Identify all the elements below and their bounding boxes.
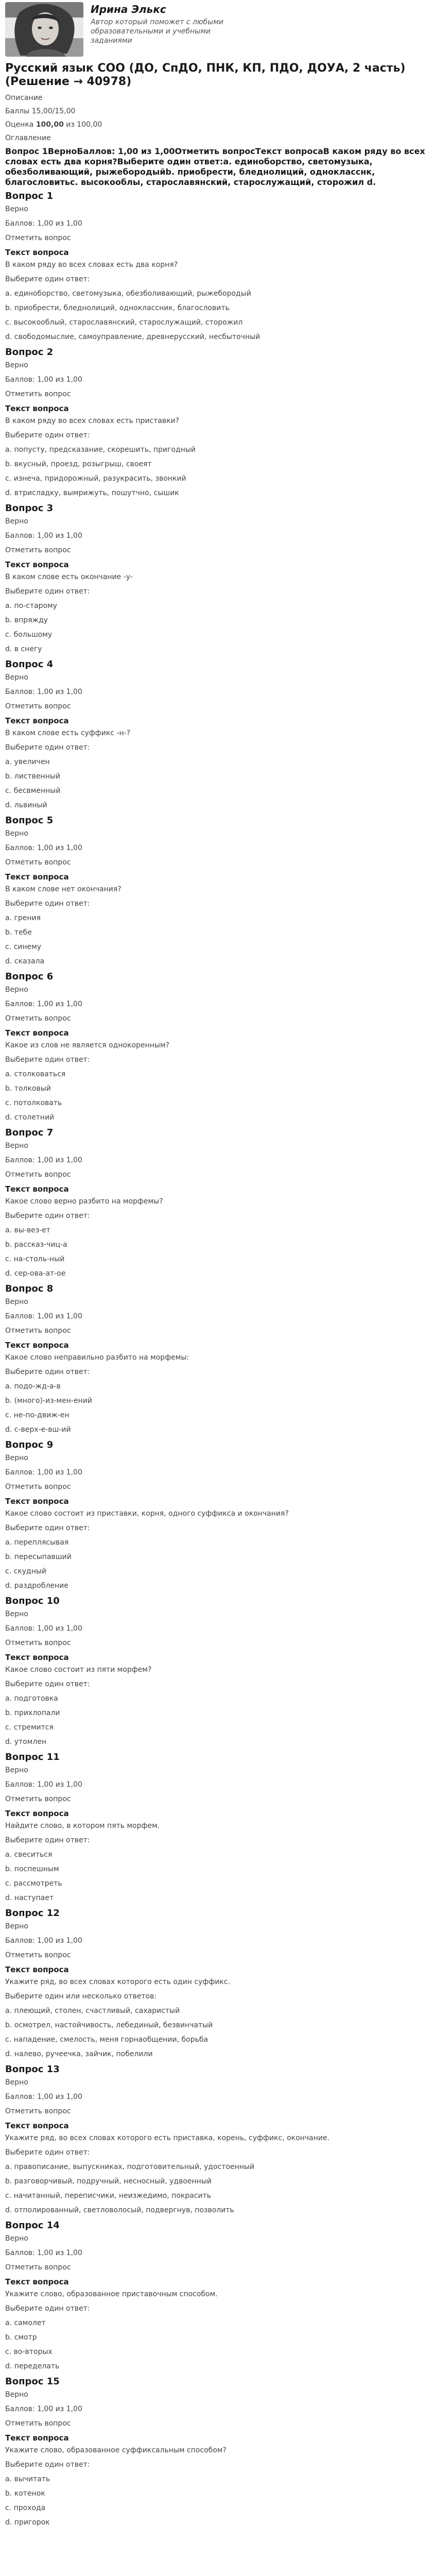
question-text: Какое слово состоит из приставки, корня, одного суффикса и окончания?: [5, 1510, 289, 1518]
question-block: [5, 659, 431, 810]
question-text-heading: Текст вопроса: [5, 1028, 69, 1038]
answer-option[interactable]: b. прихлопали: [5, 1709, 60, 1717]
question-title: Вопрос 12: [5, 1908, 60, 1919]
answer-option[interactable]: b. лиственный: [5, 772, 61, 781]
answer-option[interactable]: d. втрисладку, вымрижуть, пошутчно, сышик: [5, 489, 179, 497]
question-title: Вопрос 5: [5, 815, 54, 826]
question-score: Баллов: 1,00 из 1,00: [5, 219, 82, 228]
question-block: [5, 503, 431, 654]
question-text: В каком слове есть суффикс -н-?: [5, 729, 131, 737]
grade-suffix: из 100,00: [63, 121, 102, 129]
answer-prompt: Выберите один ответ:: [5, 2461, 90, 2469]
correct-status: Верно: [5, 1298, 28, 1306]
answer-option[interactable]: c. высокооблый, старославянский, старослужащий, сторожил: [5, 318, 243, 327]
question-title: Вопрос 13: [5, 2064, 60, 2075]
question-block: [5, 1439, 431, 1590]
score-summary: Баллы 15,00/15,00: [5, 107, 76, 115]
flag-question-link[interactable]: Отметить вопрос: [5, 1014, 71, 1023]
answer-option[interactable]: d. львиный: [5, 801, 47, 809]
answer-option[interactable]: b. рассказ-чиц-а: [5, 1241, 67, 1249]
correct-status: Верно: [5, 2391, 28, 2399]
answer-option[interactable]: d. раздробление: [5, 1582, 68, 1590]
answer-option[interactable]: b. впряжду: [5, 616, 48, 624]
answer-option[interactable]: d. утомлен: [5, 1738, 47, 1746]
question-score: Баллов: 1,00 из 1,00: [5, 532, 82, 540]
avatar: [5, 2, 83, 57]
flag-question-link[interactable]: Отметить вопрос: [5, 1951, 71, 1959]
answer-prompt: Выберите один ответ:: [5, 1680, 90, 1688]
question-score: Баллов: 1,00 из 1,00: [5, 688, 82, 696]
question-block: [5, 2220, 431, 2371]
question-block: [5, 2376, 431, 2527]
question-title: Вопрос 11: [5, 1752, 60, 1762]
answer-option[interactable]: a. вычитать: [5, 2475, 50, 2483]
question-block: [5, 1596, 431, 1747]
answer-prompt: Выберите один ответ:: [5, 1212, 90, 1220]
answer-option[interactable]: d. сказала: [5, 957, 45, 965]
answer-option[interactable]: d. наступает: [5, 1894, 54, 1902]
page-title: Русский язык СОО (ДО, СпДО, ПНК, КП, ПДО, ДОУА, 2 часть) (Решение → 40978): [5, 62, 406, 88]
answer-option[interactable]: d. в снегу: [5, 645, 42, 653]
question-text-heading: Текст вопроса: [5, 2433, 69, 2443]
question-title: Вопрос 2: [5, 347, 54, 358]
correct-status: Верно: [5, 1454, 28, 1462]
correct-status: Верно: [5, 829, 28, 838]
question-score: Баллов: 1,00 из 1,00: [5, 1468, 82, 1477]
question-title: Вопрос 3: [5, 503, 54, 514]
question-title: Вопрос 14: [5, 2220, 60, 2231]
answer-prompt: Выберите один ответ:: [5, 900, 90, 908]
questions-list: [5, 191, 431, 2527]
correct-status: Верно: [5, 1766, 28, 1774]
question-text: В каком слове есть окончание -у-: [5, 573, 133, 581]
answer-option[interactable]: a. самолет: [5, 2319, 46, 2327]
answer-option[interactable]: b. тебе: [5, 928, 32, 937]
answer-option[interactable]: a. подготовка: [5, 1694, 58, 1703]
answer-prompt: Выберите один или несколько ответов:: [5, 1992, 157, 2001]
flag-question-link[interactable]: Отметить вопрос: [5, 546, 71, 554]
answer-option[interactable]: b. приобрести, бледнолиций, одноклассник, благословить: [5, 304, 230, 312]
answer-option[interactable]: a. попусту, предсказание, скорешить, пригодный: [5, 446, 196, 454]
answer-option[interactable]: c. изнеча, придорожный, разукрасить, звонкий: [5, 474, 186, 483]
question-text: В каком слове нет окончания?: [5, 885, 121, 893]
question-block: [5, 1283, 431, 1434]
correct-status: Верно: [5, 2234, 28, 2243]
answer-prompt: Выберите один ответ:: [5, 1056, 90, 1064]
intro-question-summary: Вопрос 1ВерноБаллов: 1,00 из 1,00Отметить вопросТекст вопросаВ каком ряду во всех словах есть два корня?Выберите один ответ:a. единоборство, светомузыка, обезболивающий, рыжебородыйb. приобрести, бледнолиций, однокласснк, благословитьc. высокооблы, старославянский, старослужащий, сторожил d.: [5, 146, 425, 187]
answer-option[interactable]: c. во-вторых: [5, 2348, 53, 2356]
question-block: [5, 1127, 431, 1278]
answer-option[interactable]: b. смотр: [5, 2333, 37, 2342]
question-title: Вопрос 9: [5, 1439, 54, 1450]
answer-option[interactable]: a. переплясывая: [5, 1538, 69, 1547]
answer-option[interactable]: d. отполированный, светловолосый, подвергнув, позволить: [5, 2206, 234, 2214]
toc-label[interactable]: Оглавление: [5, 134, 51, 142]
flag-question-link[interactable]: Отметить вопрос: [5, 2107, 71, 2115]
answer-option[interactable]: a. по-старому: [5, 602, 57, 610]
question-text: Укажите ряд, во всех словах которого есть приставка, корень, суффикс, окончание.: [5, 2134, 330, 2142]
answer-prompt: Выберите один ответ:: [5, 1368, 90, 1376]
question-score: Баллов: 1,00 из 1,00: [5, 1312, 82, 1320]
answer-prompt: Выберите один ответ:: [5, 2148, 90, 2157]
answer-option[interactable]: d. пригорок: [5, 2518, 50, 2527]
answer-option[interactable]: d. свободомыслие, самоуправление, древнерусский, несбыточный: [5, 333, 260, 341]
answer-prompt: Выберите один ответ:: [5, 2304, 90, 2313]
answer-prompt: Выберите один ответ:: [5, 1836, 90, 1844]
question-block: [5, 2064, 431, 2215]
question-block: [5, 347, 431, 498]
answer-option[interactable]: a. грения: [5, 914, 41, 922]
answer-prompt: Выберите один ответ:: [5, 275, 90, 283]
answer-option[interactable]: c. синему: [5, 943, 42, 951]
question-score: Баллов: 1,00 из 1,00: [5, 1624, 82, 1633]
answer-option[interactable]: d. переделать: [5, 2362, 60, 2370]
question-text-heading: Текст вопроса: [5, 1497, 69, 1506]
question-text-heading: Текст вопроса: [5, 1653, 69, 1662]
answer-option[interactable]: b. толковый: [5, 1084, 51, 1093]
correct-status: Верно: [5, 2078, 28, 2087]
question-score: Баллов: 1,00 из 1,00: [5, 2249, 82, 2257]
question-title: Вопрос 10: [5, 1596, 60, 1606]
answer-option[interactable]: a. столковаться: [5, 1070, 66, 1078]
correct-status: Верно: [5, 1142, 28, 1150]
answer-prompt: Выберите один ответ:: [5, 587, 90, 596]
answer-option[interactable]: a. плеющий, столен, счастливый, сахаристый: [5, 2007, 180, 2015]
flag-question-link[interactable]: Отметить вопрос: [5, 1327, 71, 1335]
question-text-heading: Текст вопроса: [5, 1809, 69, 1818]
answer-option[interactable]: c. не-по-движ-ен: [5, 1411, 69, 1419]
question-text-heading: Текст вопроса: [5, 560, 69, 569]
description-label: Описание: [5, 94, 43, 102]
answer-option[interactable]: b. (много)-из-мен-ений: [5, 1397, 92, 1405]
answer-option[interactable]: c. прохода: [5, 2504, 46, 2512]
question-title: Вопрос 6: [5, 971, 54, 982]
question-text: Какое слово верно разбито на морфемы?: [5, 1197, 163, 1206]
answer-option[interactable]: a. вы-вез-ет: [5, 1226, 50, 1234]
answer-option[interactable]: a. подо-жд-а-в: [5, 1382, 61, 1391]
question-text: Какое слово состоит из пяти морфем?: [5, 1666, 152, 1674]
grade-value: 100,00: [36, 121, 64, 129]
question-block: [5, 1908, 431, 2059]
flag-question-link[interactable]: Отметить вопрос: [5, 1795, 71, 1803]
answer-option[interactable]: b. осмотрел, настойчивость, лебединый, безвинчатый: [5, 2021, 213, 2029]
answer-option[interactable]: d. сер-ова-ат-ое: [5, 1269, 66, 1278]
question-block: [5, 971, 431, 1122]
flag-question-link[interactable]: Отметить вопрос: [5, 702, 71, 710]
author-description: Автор который поможет с любыми образовательными и учебными заданиями: [91, 18, 224, 45]
question-score: Баллов: 1,00 из 1,00: [5, 1781, 82, 1789]
answer-option[interactable]: b. котенок: [5, 2489, 45, 2498]
question-title: Вопрос 7: [5, 1127, 54, 1138]
answer-option[interactable]: b. пересыпавший: [5, 1553, 72, 1561]
author-info: [91, 2, 245, 45]
question-score: Баллов: 1,00 из 1,00: [5, 376, 82, 384]
question-score: Баллов: 1,00 из 1,00: [5, 2093, 82, 2101]
question-text-heading: Текст вопроса: [5, 2121, 69, 2130]
answer-option[interactable]: a. увеличен: [5, 758, 50, 766]
question-text-heading: Текст вопроса: [5, 1341, 69, 1350]
answer-option[interactable]: c. рассмотреть: [5, 1879, 62, 1888]
answer-option[interactable]: d. налево, ручеечка, зайчик, побелили: [5, 2050, 153, 2058]
answer-option[interactable]: a. свеситься: [5, 1851, 53, 1859]
question-block: [5, 815, 431, 966]
question-text: Укажите слово, образованное суффиксальным способом?: [5, 2446, 226, 2454]
question-text-heading: Текст вопроса: [5, 248, 69, 257]
answer-option[interactable]: d. столетний: [5, 1113, 55, 1122]
correct-status: Верно: [5, 205, 28, 213]
question-text: Какое слово неправильно разбито на морфемы:: [5, 1353, 189, 1362]
question-title: Вопрос 8: [5, 1283, 54, 1294]
answer-option[interactable]: b. вкусный, проезд, розыгрыш, своеят: [5, 460, 152, 468]
question-text-heading: Текст вопроса: [5, 2277, 69, 2286]
answer-option[interactable]: c. стремится: [5, 1723, 54, 1732]
author-card: [5, 2, 431, 59]
flag-question-link[interactable]: Отметить вопрос: [5, 1639, 71, 1647]
answer-option[interactable]: d. с-верх-е-вш-ий: [5, 1426, 71, 1434]
question-text-heading: Текст вопроса: [5, 872, 69, 882]
correct-status: Верно: [5, 986, 28, 994]
answer-option[interactable]: c. нападение, смелость, меня горнаобщении, борьба: [5, 2036, 208, 2044]
answer-option[interactable]: a. единоборство, светомузыка, обезболивающий, рыжебородый: [5, 290, 251, 298]
grade-summary: [5, 121, 431, 129]
question-title: Вопрос 4: [5, 659, 54, 670]
correct-status: Верно: [5, 517, 28, 526]
flag-question-link[interactable]: Отметить вопрос: [5, 2419, 71, 2428]
question-text-heading: Текст вопроса: [5, 404, 69, 413]
answer-option[interactable]: c. скудный: [5, 1567, 47, 1575]
author-name[interactable]: Ирина Элькс: [91, 3, 166, 15]
correct-status: Верно: [5, 361, 28, 369]
question-text-heading: Текст вопроса: [5, 1184, 69, 1194]
answer-prompt: Выберите один ответ:: [5, 1524, 90, 1532]
answer-option[interactable]: c. большому: [5, 631, 53, 639]
question-text: В каком ряду во всех словах есть приставки?: [5, 417, 180, 425]
question-text-heading: Текст вопроса: [5, 1965, 69, 1974]
question-title: Вопрос 1: [5, 191, 54, 201]
correct-status: Верно: [5, 1610, 28, 1618]
question-score: Баллов: 1,00 из 1,00: [5, 2405, 82, 2413]
question-block: [5, 191, 431, 342]
question-score: Баллов: 1,00 из 1,00: [5, 844, 82, 852]
flag-question-link[interactable]: Отметить вопрос: [5, 858, 71, 867]
question-text: Укажите слово, образованное приставочным способом.: [5, 2290, 218, 2298]
question-text: В каком ряду во всех словах есть два корня?: [5, 261, 178, 269]
answer-option[interactable]: c. начитанный, переписчики, неизжедимо, покрасить: [5, 2192, 212, 2200]
answer-option[interactable]: a. правописание, выпускниках, подготовительный, удостоенный: [5, 2163, 255, 2171]
answer-option[interactable]: b. поспешным: [5, 1865, 59, 1873]
question-text: Укажите ряд, во всех словах которого есть один суффикс.: [5, 1978, 231, 1986]
question-text: Найдите слово, в котором пять морфем.: [5, 1822, 160, 1830]
correct-status: Верно: [5, 673, 28, 682]
question-block: [5, 1752, 431, 1903]
grade-prefix: Оценка: [5, 121, 36, 129]
question-text-heading: Текст вопроса: [5, 716, 69, 725]
flag-question-link[interactable]: Отметить вопрос: [5, 1171, 71, 1179]
answer-prompt: Выберите один ответ:: [5, 431, 90, 439]
answer-option[interactable]: c. бесвменный: [5, 787, 61, 795]
correct-status: Верно: [5, 1922, 28, 1930]
flag-question-link[interactable]: Отметить вопрос: [5, 2263, 71, 2272]
answer-option[interactable]: c. потолковать: [5, 1099, 62, 1107]
question-text: Какое из слов не является однокоренным?: [5, 1041, 169, 1049]
answer-prompt: Выберите один ответ:: [5, 743, 90, 752]
flag-question-link[interactable]: Отметить вопрос: [5, 390, 71, 398]
answer-option[interactable]: b. разговорчивый, подручный, несносный, удвоенный: [5, 2177, 212, 2185]
question-score: Баллов: 1,00 из 1,00: [5, 1000, 82, 1008]
question-score: Баллов: 1,00 из 1,00: [5, 1156, 82, 1164]
answer-option[interactable]: c. на-столь-ный: [5, 1255, 65, 1263]
question-title: Вопрос 15: [5, 2376, 60, 2387]
flag-question-link[interactable]: Отметить вопрос: [5, 1483, 71, 1491]
flag-question-link[interactable]: Отметить вопрос: [5, 234, 71, 242]
question-score: Баллов: 1,00 из 1,00: [5, 1937, 82, 1945]
